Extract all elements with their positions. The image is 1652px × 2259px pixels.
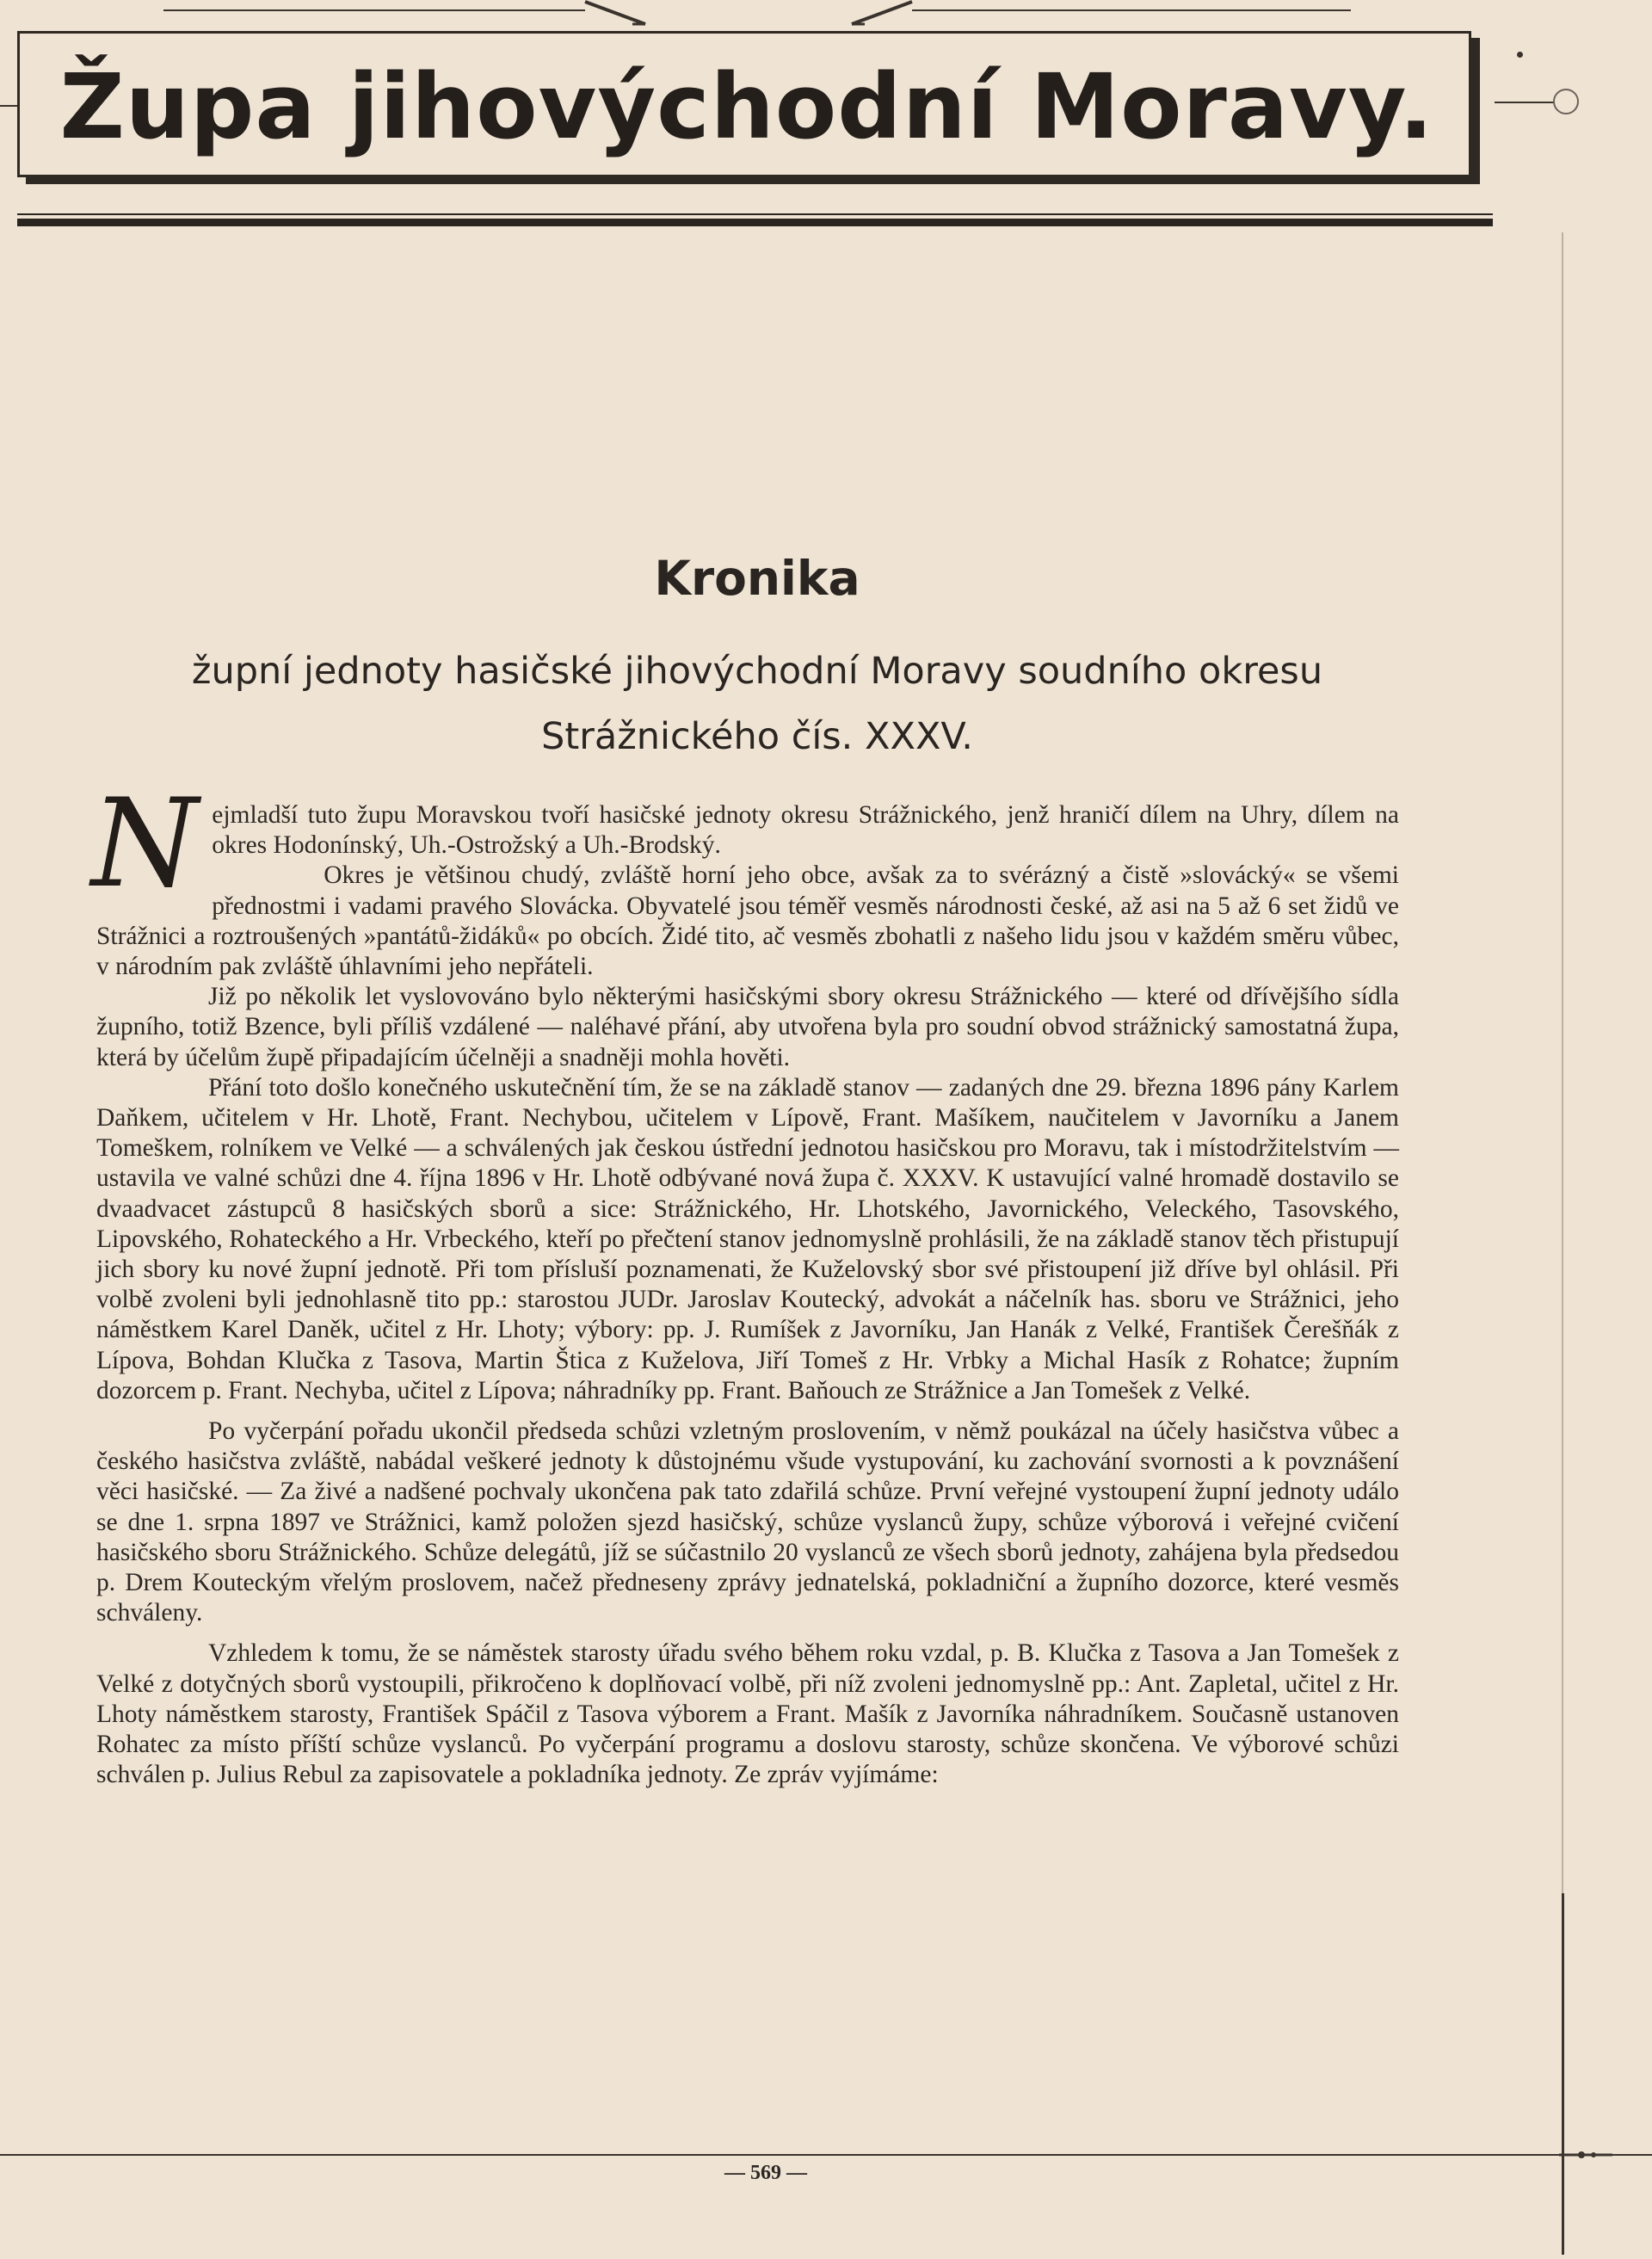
paragraph-1 — [91, 773, 1399, 915]
margin-rule — [1562, 232, 1563, 2160]
top-ornament-icon — [163, 0, 1351, 26]
paragraph-2: Okres je většinou chudý, zvláště horní jeho obce, avšak za to svérázný a čistě »slovácký« se všemi přednostmi i vadami pravého Slovácka. Obyvatelé jsou téměř vesměs národnosti české, až asi na 5 až 6 set židů ve Strážnici a roztroušených »pantátů-židáků« po obcích. Židé tito, ač vesměs zbohatli z našeho lidu jsou v každém směru vůbec, v národním pak zvláště úhlavními jeho nepřáteli. — [96, 861, 1399, 981]
paragraph-3: Již po několik let vyslovováno bylo některými hasičskými sbory okresu Strážnického — které od dřívějšího sídla župního, totiž Bzence, byli příliš vzdálené — naléhavé přání, aby utvořena byla pro soudní obvod strážnický samostatná župa, která by účelům župě připadajícím účelněji a snadněji mohla hověti. — [96, 983, 1399, 1071]
drop-cap: N — [91, 773, 199, 915]
dot-mark — [1517, 52, 1523, 58]
margin-rule-dark — [1562, 1893, 1564, 2255]
page-title: Župa jihovýchodní Moravy. — [59, 54, 1434, 159]
page-number: — 569 — — [724, 2162, 807, 2184]
header-thick-rule — [17, 219, 1493, 226]
paragraph-6: Vzhledem k tomu, že se náměstek starosty úřadu svého během roku vzdal, p. B. Klučka z Tasova a Jan Tomešek z Velké z dotyčných sborů vystoupili, přikročeno k doplňovací volbě, při níž zvoleni jednomyslně pp.: Ant. Zapletal, učitel z Hr. Lhoty náměstkem starosty, František Spáčil z Tasova výborem a Frant. Mašík z Javorníka náhradníkem. Současně ustanoven Rohatec za místo příští schůze vyslanců. Po vyčerpání programu a doslovu starosty, schůze skončena. Ve výborové schůzi schválen p. Julius Rebul za zapisovatele a pokladníka jednoty. Ze zpráv vyjímáme: — [96, 1639, 1399, 1789]
left-side-tick — [0, 105, 17, 107]
paragraph-4: Přání toto došlo konečného uskutečnění tím, že se na základě stanov — zadaných dne 29. března 1896 pány Karlem Daňkem, učitelem v Hr. Lhotě, Frant. Nechybou, učitelem v Lípově, Frant. Mašíkem, naučitelem v Javorníku a Janem Tomeškem, rolníkem ve Velké — a schválených jak českou ústřední jednotou hasičskou pro Moravu, tak i místodržitelstvím — ustavila ve valné schůzi dne 4. října 1896 v Hr. Lhotě odbývané nová župa č. XXXV. K ustavující valné hromadě dostavilo se dvaadvacet zástupců 8 hasičských sborů a sice: Strážnického, Hr. Lhotského, Javornického, Veleckého, Tasovského, Lipovského, Rohateckého a Hr. Vrbeckého, kteří po přečtení stanov jednomyslně prohlásili, že na základě stanov těch přistupují jich sbory ku nové župní jednotě. Při tom přísluší poznamenati, že Kuželovský sbor své přistoupení již dříve byl ohlásil. Při volbě zvoleni byli jednohlasně tito pp.: starostou JUDr. Jaroslav Koutecký, advokát a náčelník has. sboru ve Strážnici, jeho náměstkem Karel Daněk, učitel z Hr. Lhoty; výbory: pp. J. Rumíšek z Javorníku, Jan Hanák z Velké, František Čerešňák z Lípova, Bohdan Klučka z Tasova, Martin Štica z Kuželova, Jiří Tomeš z Hr. Vrbky a Michal Hasík z Rohatce; župním dozorcem p. Frant. Nechyba, učitel z Lípova; náhradníky pp. Frant. Baňouch ze Strážnice a Jan Tomešek z Velké. — [96, 1073, 1399, 1404]
section-subtitle: župní jednoty hasičské jihovýchodní Moravy soudního okresu Strážnického čís. XXXV. — [191, 650, 1323, 758]
footer-ornament-icon — [1559, 2149, 1612, 2161]
header-thin-rule — [17, 213, 1493, 215]
header-frame — [17, 31, 1471, 177]
ring-icon — [1553, 89, 1579, 114]
section-heading: Kronika — [654, 551, 860, 606]
article-body — [91, 773, 1399, 1791]
footer-rule — [0, 2154, 1652, 2156]
right-side-line — [1495, 102, 1555, 103]
paragraph-5: Po vyčerpání pořadu ukončil předseda schůzi vzletným proslovením, v němž poukázal na účely hasičstva vůbec a českého hasičstva zvláště, nabádal veškeré jednoty k důstojnému všude vystupování, ku zachování svornosti a k povznášení věci hasičské. — Za živé a nadšené pochvaly ukončena pak tato zdařilá schůze. První veřejné vystoupení župní jednoty událo se dne 1. srpna 1897 ve Strážnici, kamž položen sjezd hasičský, schůze vyslanců župy, schůze výborová i veřejné cvičení hasičského sboru Strážnického. Schůze delegátů, jíž se súčastnilo 20 vyslanců ze všech sborů jednoty, zahájena byla předsedou p. Drem Kouteckým vřelým proslovem, načež předneseny zprávy jednatelská, pokladniční a župního dozorce, které vesměs schváleny. — [96, 1417, 1399, 1627]
paragraph-text: ejmladší tuto župu Moravskou tvoří hasičské jednoty okresu Strážnického, jenž hraničí dílem na Uhry, dílem na okres Hodonínský, Uh.-Ostrožský a Uh.-Brodský. — [212, 801, 1399, 860]
